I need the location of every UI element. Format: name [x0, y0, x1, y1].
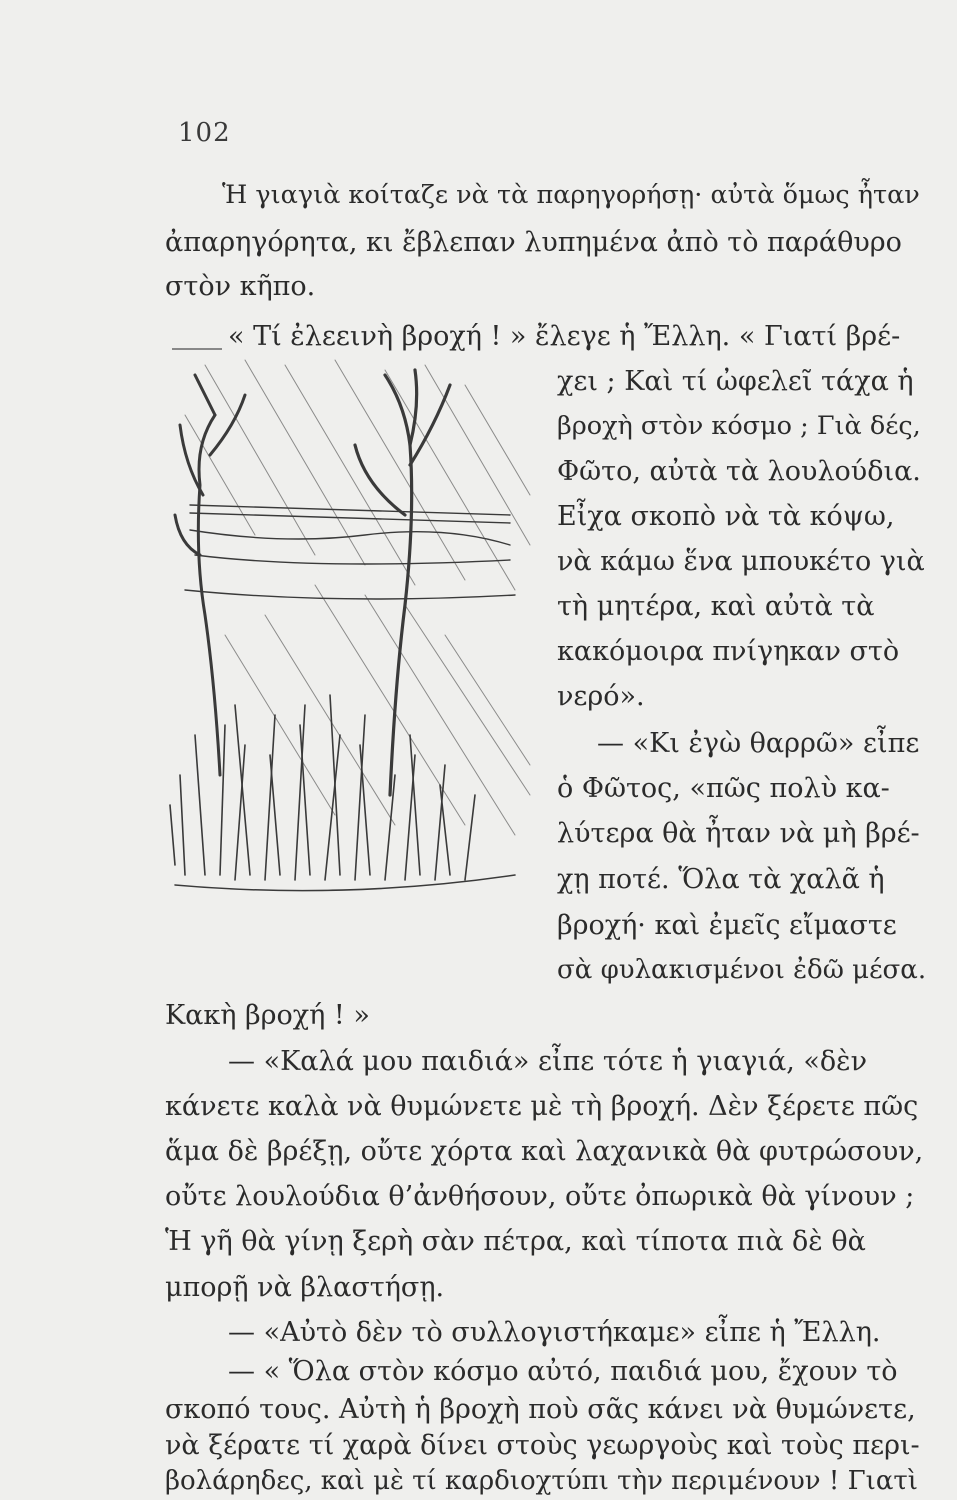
page-number: 102	[178, 118, 231, 148]
text-line: ἀπαρηγόρητα, κι ἔβλεπαν λυπημένα ἀπὸ τὸ παράθυρο	[165, 227, 902, 258]
text-line: βροχή· καὶ ἐμεῖς εἴμαστε	[557, 910, 897, 941]
decorative-rule	[172, 348, 222, 350]
text-line: ἅμα δὲ βρέξῃ, οὔτε χόρτα καὶ λαχανικὰ θὰ φυτρώσουν,	[165, 1136, 924, 1167]
text-line: κακόμοιρα πνίγηκαν στὸ	[557, 636, 900, 667]
text-line: νὰ κάμω ἕνα μπουκέτο γιὰ	[557, 546, 925, 577]
text-line: μπορῇ νὰ βλαστήσῃ.	[165, 1272, 445, 1303]
text-line: νὰ ξέρατε τί χαρὰ δίνει στοὺς γεωργοὺς καὶ τοὺς περι-	[165, 1430, 920, 1461]
text-line: Φῶτο, αὐτὰ τὰ λουλούδια.	[557, 456, 921, 487]
text-line: τὴ μητέρα, καὶ αὐτὰ τὰ	[557, 591, 875, 622]
rain-illustration	[165, 355, 535, 900]
text-line: Ἡ γῆ θὰ γίνῃ ξερὴ σὰν πέτρα, καὶ τίποτα πιὰ δὲ θὰ	[165, 1226, 866, 1257]
text-line: Ἡ γιαγιὰ κοίταζε νὰ τὰ παρηγορήσῃ· αὐτὰ ὅμως ἦταν	[222, 180, 920, 210]
text-line: « Τί ἐλεεινὴ βροχή ! » ἔλεγε ἡ Ἔλλη. « Γιατί βρέ-	[228, 321, 901, 352]
text-line: — «Αὐτὸ δὲν τὸ συλλογιστήκαμε» εἶπε ἡ Ἔλλη.	[228, 1317, 881, 1348]
text-line: χῃ ποτέ. Ὅλα τὰ χαλᾶ ἡ	[557, 864, 885, 895]
text-line: στὸν κῆπο.	[165, 271, 316, 302]
text-line: βροχὴ στὸν κόσμο ; Γιὰ δές,	[557, 411, 921, 441]
text-line: Κακὴ βροχή ! »	[165, 1000, 370, 1031]
text-line: — «Καλά μου παιδιά» εἶπε τότε ἡ γιαγιά, «δὲν	[228, 1046, 868, 1077]
text-line: Εἶχα σκοπὸ νὰ τὰ κόψω,	[557, 501, 895, 532]
text-line: λύτερα θὰ ἦταν νὰ μὴ βρέ-	[557, 818, 920, 849]
text-line: χει ; Καὶ τί ὠφελεῖ τάχα ἡ	[557, 366, 914, 397]
text-line: σὰ φυλακισμένοι ἐδῶ μέσα.	[557, 955, 927, 985]
text-line: νερό».	[557, 681, 645, 712]
text-line: ὁ Φῶτος, «πῶς πολὺ κα-	[557, 773, 890, 804]
text-line: σκοπό τους. Αὐτὴ ἡ βροχὴ ποὺ σᾶς κάνει νὰ θυμώνετε,	[165, 1394, 916, 1425]
text-line: βολάρηδες, καὶ μὲ τί καρδιοχτύπι τὴν περιμένουν ! Γιατὶ	[165, 1466, 918, 1496]
text-line: οὔτε λουλούδια θ’ἀνθήσουν, οὔτε ὀπωρικὰ θὰ γίνουν ;	[165, 1181, 915, 1212]
text-line: — « Ὅλα στὸν κόσμο αὐτό, παιδιά μου, ἔχουν τὸ	[228, 1356, 898, 1387]
text-line: κάνετε καλὰ νὰ θυμώνετε μὲ τὴ βροχή. Δὲν ξέρετε πῶς	[165, 1091, 919, 1122]
text-line: — «Κι ἐγὼ θαρρῶ» εἶπε	[597, 728, 920, 759]
